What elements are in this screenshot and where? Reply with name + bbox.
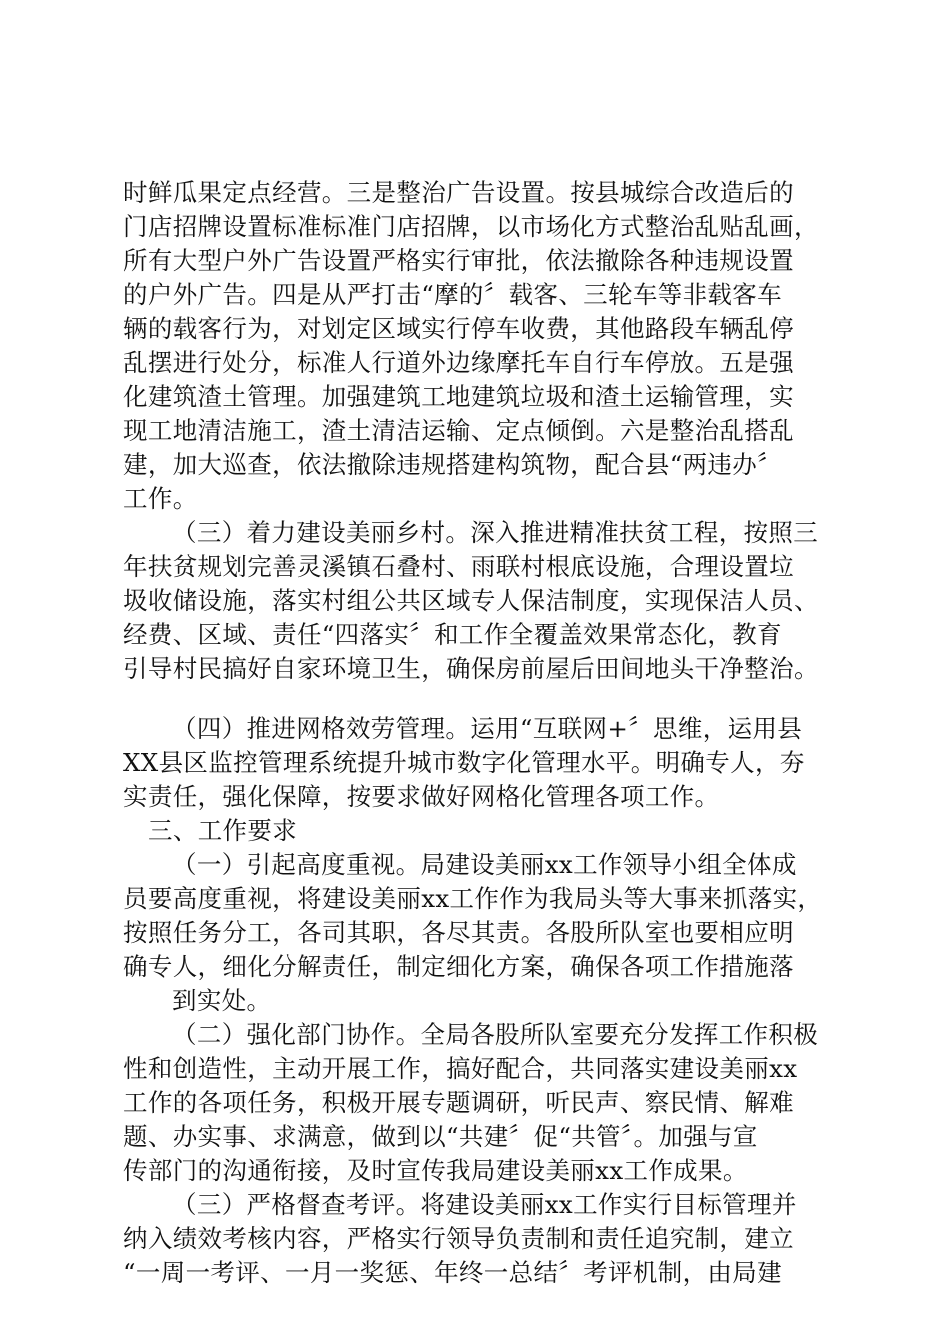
text-line: （三）着力建设美丽乡村。深入推进精准扶贫工程，按照三 xyxy=(172,518,819,547)
text-line: （一）引起高度重视。局建设美丽xx工作领导小组全体成 xyxy=(172,850,797,879)
text-line: 门店招牌设置标准标准门店招牌，以市场化方式整治乱贴乱画， xyxy=(123,212,819,241)
text-line: XX县区监控管理系统提升城市数字化管理水平。明确专人，夯 xyxy=(123,748,805,777)
text-line: 辆的载客行为，对划定区域实行停车收费，其他路段车辆乱停 xyxy=(123,314,794,343)
text-line: （二）强化部门协作。全局各股所队室要充分发挥工作积极 xyxy=(172,1020,819,1049)
text-line: “一周一考评、一月一奖惩、年终一总结〞考评机制，由局建 xyxy=(123,1258,782,1287)
text-line: 工作。 xyxy=(123,484,198,513)
text-line: 的户外广告。四是从严打击“摩的〞载客、三轮车等非载客车 xyxy=(123,280,782,309)
text-line: （四）推进网格效劳管理。运用“互联网+〞思维，运用县 xyxy=(172,714,803,743)
text-line: 到实处。 xyxy=(172,986,272,1015)
text-line: 纳入绩效考核内容，严格实行领导负责制和责任追究制，建立 xyxy=(123,1224,794,1253)
text-line: （三）严格督查考评。将建设美丽xx工作实行目标管理并 xyxy=(172,1190,797,1219)
text-line: 传部门的沟通衔接，及时宣传我局建设美丽xx工作成果。 xyxy=(123,1156,748,1185)
text-line: 确专人，细化分解责任，制定细化方案，确保各项工作措施落 xyxy=(123,952,794,981)
text-line: 圾收储设施，落实村组公共区域专人保洁制度，实现保洁人员、 xyxy=(123,586,819,615)
section-heading: 三、工作要求 xyxy=(148,816,298,845)
text-line: 现工地清洁施工，渣土清洁运输、定点倾倒。六是整治乱搭乱 xyxy=(123,416,794,445)
text-line: 题、办实事、求满意，做到以“共建〞促“共管〞。加强与宣 xyxy=(123,1122,758,1151)
text-line: 时鲜瓜果定点经营。三是整治广告设置。按县城综合改造后的 xyxy=(123,178,794,207)
text-line: 乱摆进行处分，标准人行道外边缘摩托车自行车停放。五是强 xyxy=(123,348,794,377)
text-line: 性和创造性，主动开展工作，搞好配合，共同落实建设美丽xx xyxy=(123,1054,798,1083)
text-line: 员要高度重视，将建设美丽xx工作作为我局头等大事来抓落实， xyxy=(123,884,823,913)
text-line: 化建筑渣土管理。加强建筑工地建筑垃圾和渣土运输管理，实 xyxy=(123,382,794,411)
text-line: 所有大型户外广告设置严格实行审批，依法撤除各种违规设置 xyxy=(123,246,794,275)
text-line: 建，加大巡查，依法撤除违规搭建构筑物，配合县“两违办〞 xyxy=(123,450,782,479)
text-line: 年扶贫规划完善灵溪镇石叠村、雨联村根底设施，合理设置垃 xyxy=(123,552,794,581)
text-line: 按照任务分工，各司其职，各尽其责。各股所队室也要相应明 xyxy=(123,918,794,947)
text-line: 引导村民搞好自家环境卫生，确保房前屋后田间地头干净整治。 xyxy=(123,654,819,683)
text-line: 工作的各项任务，积极开展专题调研，听民声、察民情、解难 xyxy=(123,1088,794,1117)
text-line: 经费、区域、责任“四落实〞和工作全覆盖效果常态化，教育 xyxy=(123,620,782,649)
text-line: 实责任，强化保障，按要求做好网格化管理各项工作。 xyxy=(123,782,720,811)
